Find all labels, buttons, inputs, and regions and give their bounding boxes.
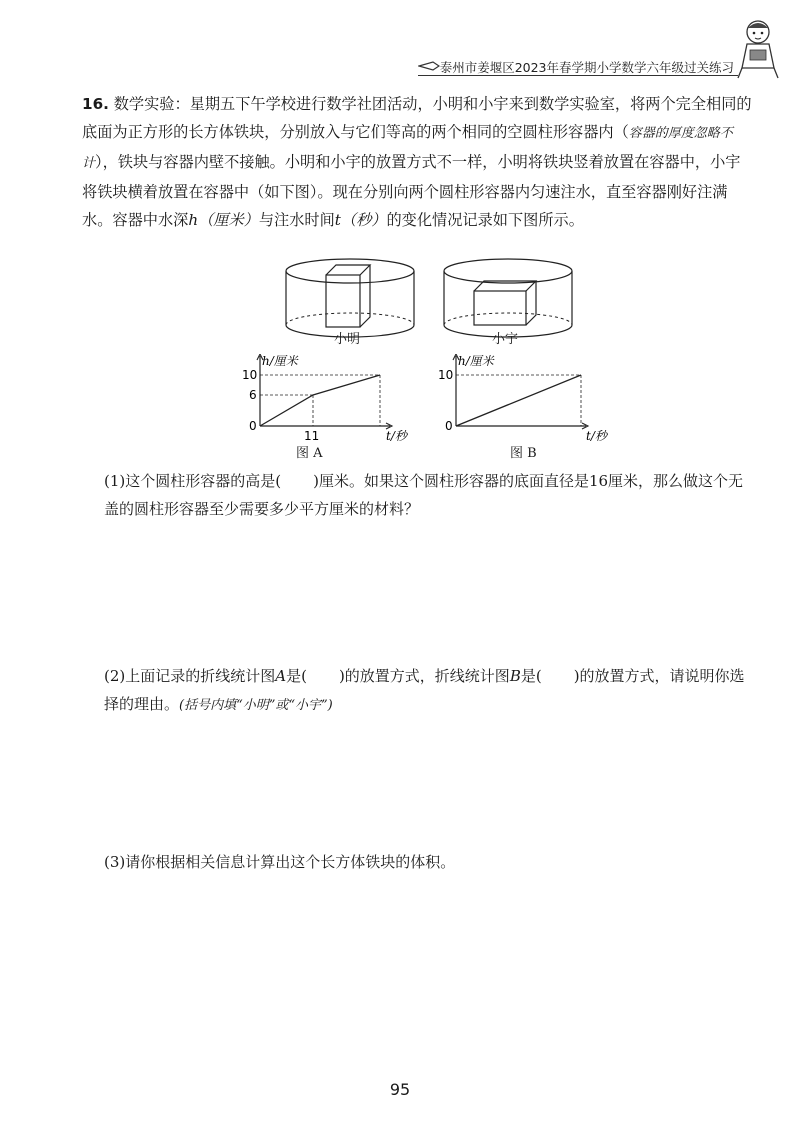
graph-a [240,354,420,444]
container-left-label: 小明 [334,332,361,347]
graph-a-tick-6: 6 [249,388,257,402]
question-stem [82,90,754,234]
sub-question-1 [104,467,754,523]
graph-b-y-label: h/厘米 [458,354,494,368]
sub-question-3 [104,848,754,876]
question-number: 16. [82,95,109,113]
sub-question-2 [104,662,754,720]
graph-a-tick-0: 0 [249,419,257,433]
sub1-suffix: )厘米。如果这个圆柱形容器的底面直径是16厘米，那么做这个无盖的圆柱形容器至少需要多少平方厘米的材料？ [104,472,744,518]
header-title: 泰州市姜堰区2023年春学期小学数学六年级过关练习 [439,60,734,75]
stem-text-main: 数学实验：星期五下午学校进行数学社团活动，小明和小宇来到数学实验室，将两个完全相同的底面为正方形的长方体铁块，分别放入与它们等高的两个相同的空圆柱形容器内（ [82,95,752,141]
graph-b-x-label: t/秒 [586,429,607,443]
sub1-prefix: (1)这个圆柱形容器的高是( [104,472,282,490]
graph-a-caption: 图 A [296,446,323,461]
sub3-text: (3)请你根据相关信息计算出这个长方体铁块的体积。 [104,853,456,871]
stem-text-rest: ），铁块与容器内壁不接触。小明和小宇的放置方式不一样，小明将铁块竖着放置在容器中，小宇将铁块横着放置在容器中（如下图）。现在分别向两个圆柱形容器内匀速注水，直至容器刚好注满水。容器中水深 [82,153,741,229]
stem-text-h: h（厘米） [188,211,259,229]
header-rule [418,75,738,76]
sub2-mid3: 是( [520,667,542,685]
sub2-b: B [509,667,521,685]
sub2-mid1: 是( [286,667,307,685]
graph-b-line [456,375,581,426]
graph-a-tick-10: 10 [242,368,258,382]
stem-text-end: 的变化情况记录如下图所示。 [386,211,584,229]
container-right-label: 小宇 [492,332,519,347]
graph-b-tick-0: 0 [445,419,453,433]
stem-text-mid: 与注水时间 [258,211,335,229]
graph-a-tick-11: 11 [304,429,320,443]
graph-a-line [260,375,380,426]
mascot-icon [734,18,782,80]
graph-b-tick-10: 10 [438,368,454,382]
sub2-prefix: (2)上面记录的折线统计图 [104,667,276,685]
page-header [418,54,738,80]
stem-text-note: 容器的厚度忽略不计 [82,126,733,171]
sub2-note: (括号内填“小明”或“小宇”) [179,698,333,713]
pencil-arrow-icon [418,60,440,72]
sub2-mid2: )的放置方式，折线统计图 [338,667,510,685]
graph-b [436,354,616,444]
graph-a-y-label: h/厘米 [262,354,298,368]
sub2-mid4: )的放置方式，请说明你选择的理由。 [104,667,745,713]
stem-text-t: t（秒） [334,211,387,229]
graph-b-caption: 图 B [510,446,537,461]
page-number: 95 [389,1080,411,1099]
graph-a-x-label: t/秒 [386,429,407,443]
sub2-a: A [275,667,287,685]
